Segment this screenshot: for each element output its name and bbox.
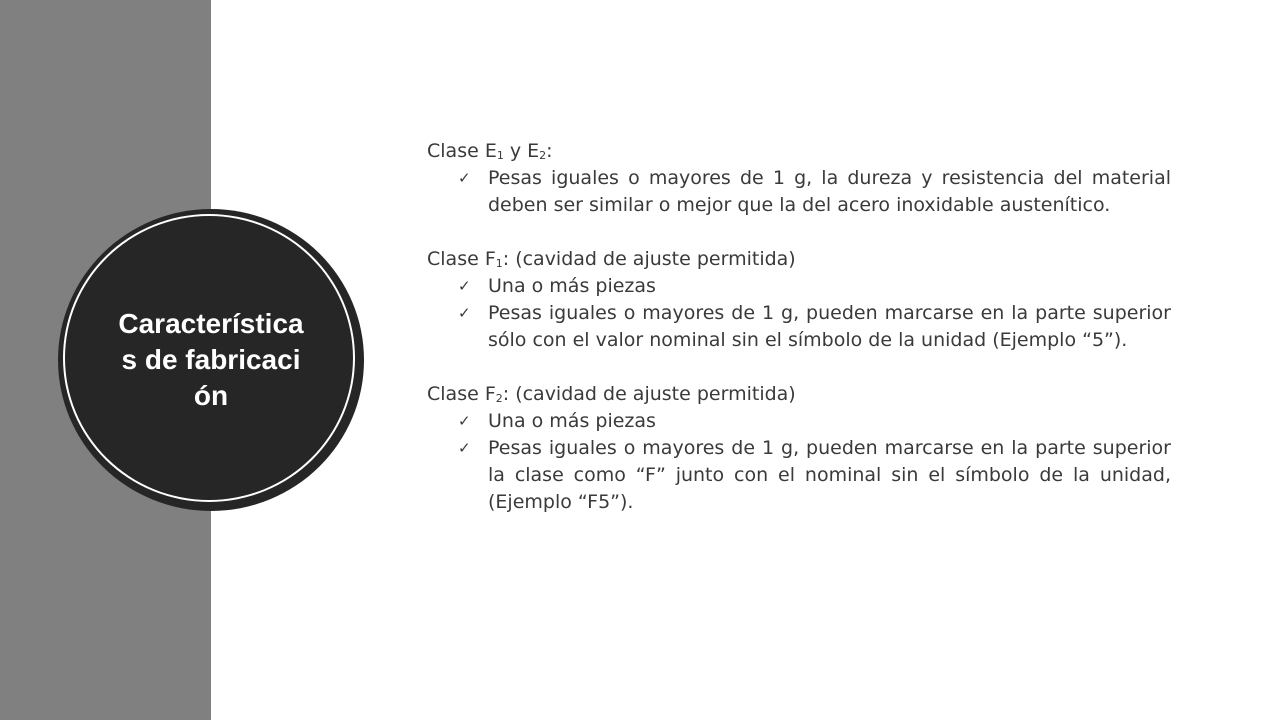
- checkmark-icon: ✓: [458, 304, 471, 322]
- checkmark-icon: ✓: [458, 412, 471, 430]
- checkmark-icon: ✓: [458, 277, 471, 295]
- slide-title-container: [78, 209, 344, 511]
- list-item: ✓ Una o más piezas: [427, 273, 1171, 300]
- item-list: [427, 273, 1171, 354]
- list-item: ✓ Pesas iguales o mayores de 1 g, pueden marcarse en la parte superior la clase como “F” junto con el nominal sin el símbolo de la unidad, (Ejemplo “F5”).: [458, 437, 1171, 513]
- list-item: ✓ Una o más piezas: [427, 408, 1171, 435]
- list-item: ✓ Pesas iguales o mayores de 1 g, pueden marcarse en la parte superior sólo con el valor nominal sin el símbolo de la unidad (Ejemplo “5”).: [458, 302, 1171, 351]
- slide-title: Características de fabricación: [118, 308, 304, 411]
- list-item: ✓ Pesas iguales o mayores de 1 g, la dureza y resistencia del material deben ser similar o mejor que la del acero inoxidable austenítico.: [458, 167, 1171, 216]
- section-clase-f1: [427, 246, 1171, 354]
- content-area: [427, 138, 1171, 543]
- section-heading: Clase $F_1$: (cavidad de ajuste permitida): [427, 248, 796, 270]
- section-clase-e: [427, 138, 1171, 219]
- item-list: [427, 165, 1171, 219]
- section-heading: Clase $F_2$: (cavidad de ajuste permitida): [427, 383, 796, 405]
- checkmark-icon: ✓: [458, 169, 471, 187]
- title-circle: [58, 209, 364, 511]
- section-clase-f2: [427, 381, 1171, 516]
- section-heading: Clase $E_1$ y $E_2$:: [427, 140, 553, 162]
- item-list: [427, 408, 1171, 516]
- checkmark-icon: ✓: [458, 439, 471, 457]
